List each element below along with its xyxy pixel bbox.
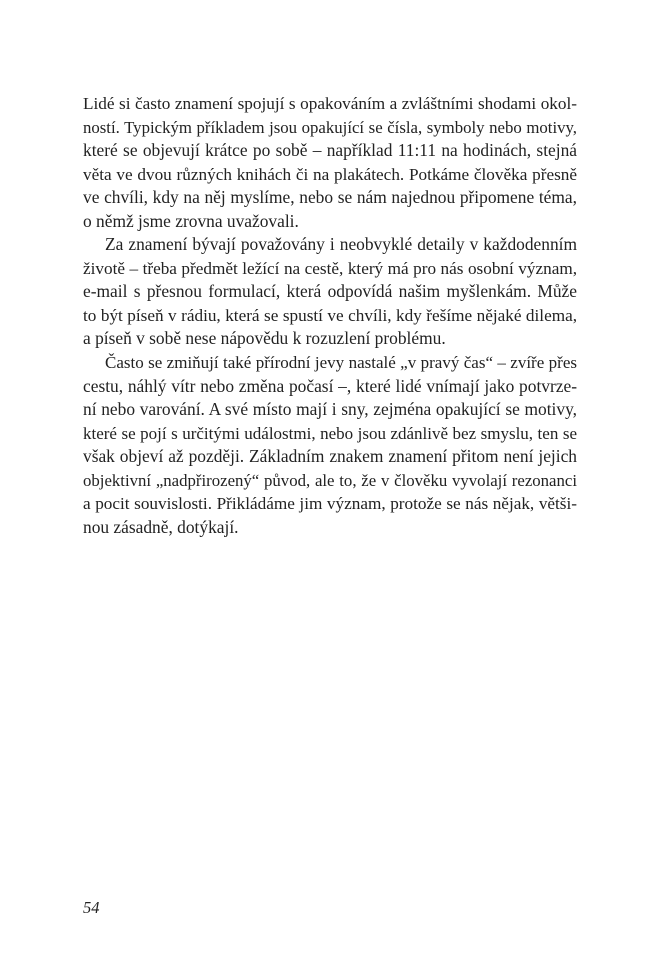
body-text: [83, 92, 577, 539]
text-line: to být píseň v rádiu, která se spustí ve chvíli, kdy řešíme nějaké dilema,: [83, 305, 577, 325]
paragraph-2: [83, 233, 577, 351]
text-line: Lidé si často znamení spojují s opakováním a zvláštními shodami okol-: [83, 94, 577, 113]
text-line: cestu, náhlý vítr nebo změna počasí –, které lidé vnímají jako potvrze-: [83, 375, 577, 396]
text-line: a píseň v sobě nese nápovědu k rozuzlení problému.: [83, 328, 446, 349]
text-line: a pocit souvislosti. Přikládáme jim význam, protože se nás nějak, větši-: [83, 494, 577, 514]
text-line: které se objevují krátce po sobě – například 11:11 na hodinách, stejná: [83, 140, 577, 161]
text-line: Za znamení bývají považovány i neobvyklé detaily v každodenním: [105, 234, 577, 255]
text-line: nou zásadně, dotýkají.: [83, 516, 239, 537]
paragraph-3: [83, 351, 577, 539]
page-number: 54: [83, 898, 100, 917]
text-line: ní nebo varování. A své místo mají i sny, zejména opakující se motivy,: [83, 399, 577, 420]
text-line: věta ve dvou různých knihách či na plakátech. Potkáme člověka přesně: [83, 164, 577, 184]
text-line: e-mail s přesnou formulací, která odpovídá našim myšlenkám. Může: [83, 281, 577, 302]
text-line: ností. Typickým příkladem jsou opakující se čísla, symboly nebo motivy,: [83, 117, 577, 137]
text-line: Často se zmiňují také přírodní jevy nastalé „v pravý čas“ – zvíře přes: [105, 353, 577, 373]
text-line: o němž jsme zrovna uvažovali.: [83, 210, 299, 231]
text-line: objektivní „nadpřirozený“ původ, ale to, že v člověku vyvolají rezonanci: [83, 470, 577, 490]
text-line: životě – třeba předmět ležící na cestě, který má pro nás osobní význam,: [83, 258, 577, 278]
paragraph-1: [83, 92, 577, 233]
text-line: ve chvíli, kdy na něj myslíme, nebo se nám najednou připomene téma,: [83, 187, 577, 208]
text-line: které se pojí s určitými událostmi, nebo jsou zdánlivě bez smyslu, ten se: [83, 423, 577, 443]
text-line: však objeví až později. Základním znakem znamení přitom není jejich: [83, 446, 577, 467]
